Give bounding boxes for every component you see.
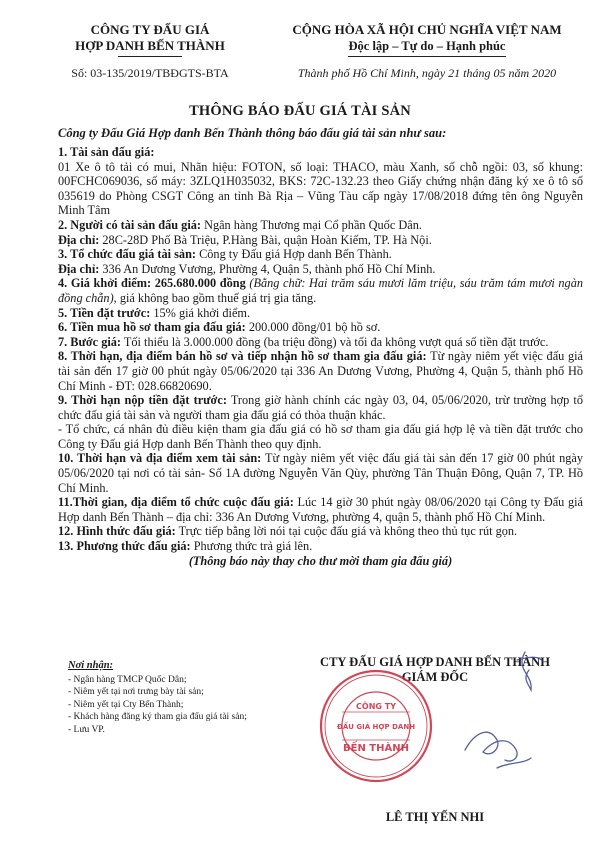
recipient-item: - Khách hàng đăng ký tham gia đấu giá tài sản; [68, 712, 247, 723]
org-name-line1: CÔNG TY ĐẤU GIÁ [90, 22, 210, 37]
section-1-text: 01 Xe ô tô tải có mui, Nhãn hiệu: FOTON, số loại: THACO, màu Xanh, số chỗ ngồi: 03, số khung: 00FCHC069036, số máy: 3ZLQ1H035032, BKS: 72C-132.23 theo Giấy chứng nhận đăng ký xe ô tô số 035619 do Phòng CSGT Công an tỉnh Bà Rịa – Vũng Tàu cấp ngày 17/08/2018 đứng tên ông Nguyễn Minh Tâm [58, 159, 583, 218]
recipient-item: - Lưu VP. [68, 724, 105, 735]
signature-org-name: CTY ĐẤU GIÁ HỢP DANH BẾN THÀNH [320, 655, 550, 669]
national-header [262, 22, 592, 54]
section-11 [58, 495, 583, 524]
section-13-text: Phương thức trả giá lên. [193, 539, 313, 554]
recipients-block [68, 660, 298, 737]
section-9-text2: - Tổ chức, cá nhân đủ điều kiện tham gia đấu giá có hồ sơ tham gia đấu giá hợp lệ và tiền đặt trước cho Công ty Đấu giá Hợp danh Bến Thành theo quy định. [58, 422, 583, 451]
handwritten-signature [405, 640, 555, 790]
section-9-heading: 9. Thời hạn nộp tiền đặt trước: [58, 393, 227, 408]
recipients-title: Nơi nhận: [68, 660, 114, 671]
section-3-address-value: 336 An Dương Vương, Phường 4, Quận 5, thành phố Hồ Chí Minh. [102, 261, 436, 276]
section-2 [58, 218, 583, 233]
section-13 [58, 539, 583, 554]
section-8-heading: 8. Thời hạn, địa điểm bán hồ sơ và tiếp nhận hồ sơ tham gia đấu giá: [58, 349, 427, 364]
section-12-text: Trực tiếp bằng lời nói tại cuộc đấu giá và không theo thủ tục rút gọn. [178, 524, 518, 539]
recipients-list [68, 674, 298, 737]
header-underline-left [118, 56, 182, 57]
section-6-text: 200.000 đồng/01 bộ hồ sơ. [248, 320, 381, 335]
section-2-text: Ngân hàng Thương mại Cổ phần Quốc Dân. [204, 217, 422, 232]
section-8 [58, 349, 583, 393]
section-10-text: Từ ngày niêm yết việc đấu giá tài sản đến 17 giờ 00 phút ngày 05/06/2020 tại nơi có tài sản- Số 1A đường Nguyễn Văn Qùy, phường Tân Thuận Đông, Quận 7, TP. Hồ Chí Minh. [58, 451, 583, 495]
stamp-text-2: ĐẤU GIÁ HỢP DANH [336, 723, 416, 731]
section-6 [58, 320, 583, 335]
section-12 [58, 524, 583, 539]
stamp-text-1: CÔNG TY [356, 702, 396, 711]
place-date: Thành phố Hồ Chí Minh, ngày 21 tháng 05 năm 2020 [297, 66, 557, 80]
section-9 [58, 393, 583, 422]
section-2-address [58, 233, 583, 248]
section-10-heading: 10. Thời hạn và địa điểm xem tài sản: [58, 451, 262, 466]
signatory-name: LÊ THỊ YẾN NHI [385, 810, 485, 824]
recipient-item: - Ngân hàng TMCP Quốc Dân; [68, 674, 187, 685]
section-2-heading: 2. Người có tài sản đấu giá: [58, 217, 201, 232]
signature-role: GIÁM ĐỐC [401, 670, 469, 684]
document-intro: Công ty Đấu Giá Hợp danh Bến Thành thông báo đấu giá tài sản như sau: [58, 126, 447, 140]
section-7-heading: 7. Bước giá: [58, 334, 122, 349]
document-title: THÔNG BÁO ĐẤU GIÁ TÀI SẢN [189, 103, 411, 119]
section-6-heading: 6. Tiền mua hồ sơ tham gia đấu giá: [58, 320, 246, 335]
organization-header [30, 22, 270, 54]
section-2-address-label: Địa chỉ: [58, 232, 100, 247]
stamp-text-3: BẾN THÀNH [343, 743, 409, 754]
section-8-text: Từ ngày niêm yết việc đấu giá tài sản đến 17 giờ 00 phút ngày 05/06/2020 tại 336 An Dương Vương, Phường 4, Quận 5, thành phố Hồ Chí Minh - ĐT: 028.66820690. [58, 349, 583, 393]
invitation-note: (Thông báo này thay cho thư mời tham gia đấu giá) [188, 553, 453, 568]
section-11-text: Lúc 14 giờ 30 phút ngày 08/06/2020 tại Công ty Đấu giá Hợp danh Bến Thành – địa chỉ: 336 An Dương Vương, phường 4, quận 5, thành phố Hồ Chí Minh. [58, 495, 583, 524]
section-5-heading: 5. Tiền đặt trước: [58, 305, 151, 320]
section-4 [58, 276, 583, 305]
section-1-heading: 1. Tài sản đấu giá: [58, 145, 155, 159]
section-5 [58, 306, 583, 321]
section-4-heading: 4. Giá khởi điểm: 265.680.000 đồng [58, 276, 246, 291]
section-11-heading: 11.Thời gian, địa điểm tổ chức cuộc đấu giá: [58, 495, 294, 510]
section-4-words: (Bằng chữ: Hai trăm sáu mươi lăm triệu, sáu trăm tám mươi ngàn đồng chẵn) [58, 276, 584, 305]
section-3 [58, 247, 583, 262]
section-7 [58, 335, 583, 350]
nation-name: CỘNG HÒA XÃ HỘI CHỦ NGHĨA VIỆT NAM [292, 22, 562, 37]
section-12-heading: 12. Hình thức đấu giá: [58, 524, 176, 539]
section-3-address [58, 262, 583, 277]
recipient-item: - Niêm yết tại Cty Bến Thành; [68, 699, 184, 710]
section-2-address-value: 28C-28D Phố Bà Triệu, P.Hàng Bài, quận Hoàn Kiếm, TP. Hà Nội. [102, 232, 432, 247]
section-5-text: 15% giá khởi điểm. [153, 305, 251, 320]
header-underline-right [348, 56, 506, 57]
section-10 [58, 451, 583, 495]
section-4-tail: , giá không bao gồm thuế giá trị gia tăng. [113, 290, 317, 305]
section-3-address-label: Địa chỉ: [58, 261, 100, 276]
section-13-heading: 13. Phương thức đấu giá: [58, 539, 191, 554]
section-1 [58, 145, 583, 160]
document-number: Số: 03-135/2019/TBĐGTS-BTA [71, 66, 229, 80]
section-3-heading: 3. Tổ chức đấu giá tài sản: [58, 247, 196, 262]
section-3-text: Công ty Đấu giá Hợp danh Bến Thành. [199, 247, 392, 262]
document-body [58, 145, 583, 568]
org-name-line2: HỢP DANH BẾN THÀNH [75, 38, 225, 53]
national-motto: Độc lập – Tự do – Hạnh phúc [348, 39, 506, 53]
section-9-text: Trong giờ hành chính các ngày 03, 04, 05/06/2020, trừ trường hợp tổ chức đấu giá tài sản và người tham gia đấu giá có thỏa thuận khác. [58, 393, 583, 422]
recipient-item: - Niêm yết tại nơi trưng bày tài sản; [68, 687, 204, 698]
section-7-text: Tối thiểu là 3.000.000 đồng (ba triệu đồng) và tối đa không vượt quá số tiền đặt trước. [123, 334, 549, 349]
